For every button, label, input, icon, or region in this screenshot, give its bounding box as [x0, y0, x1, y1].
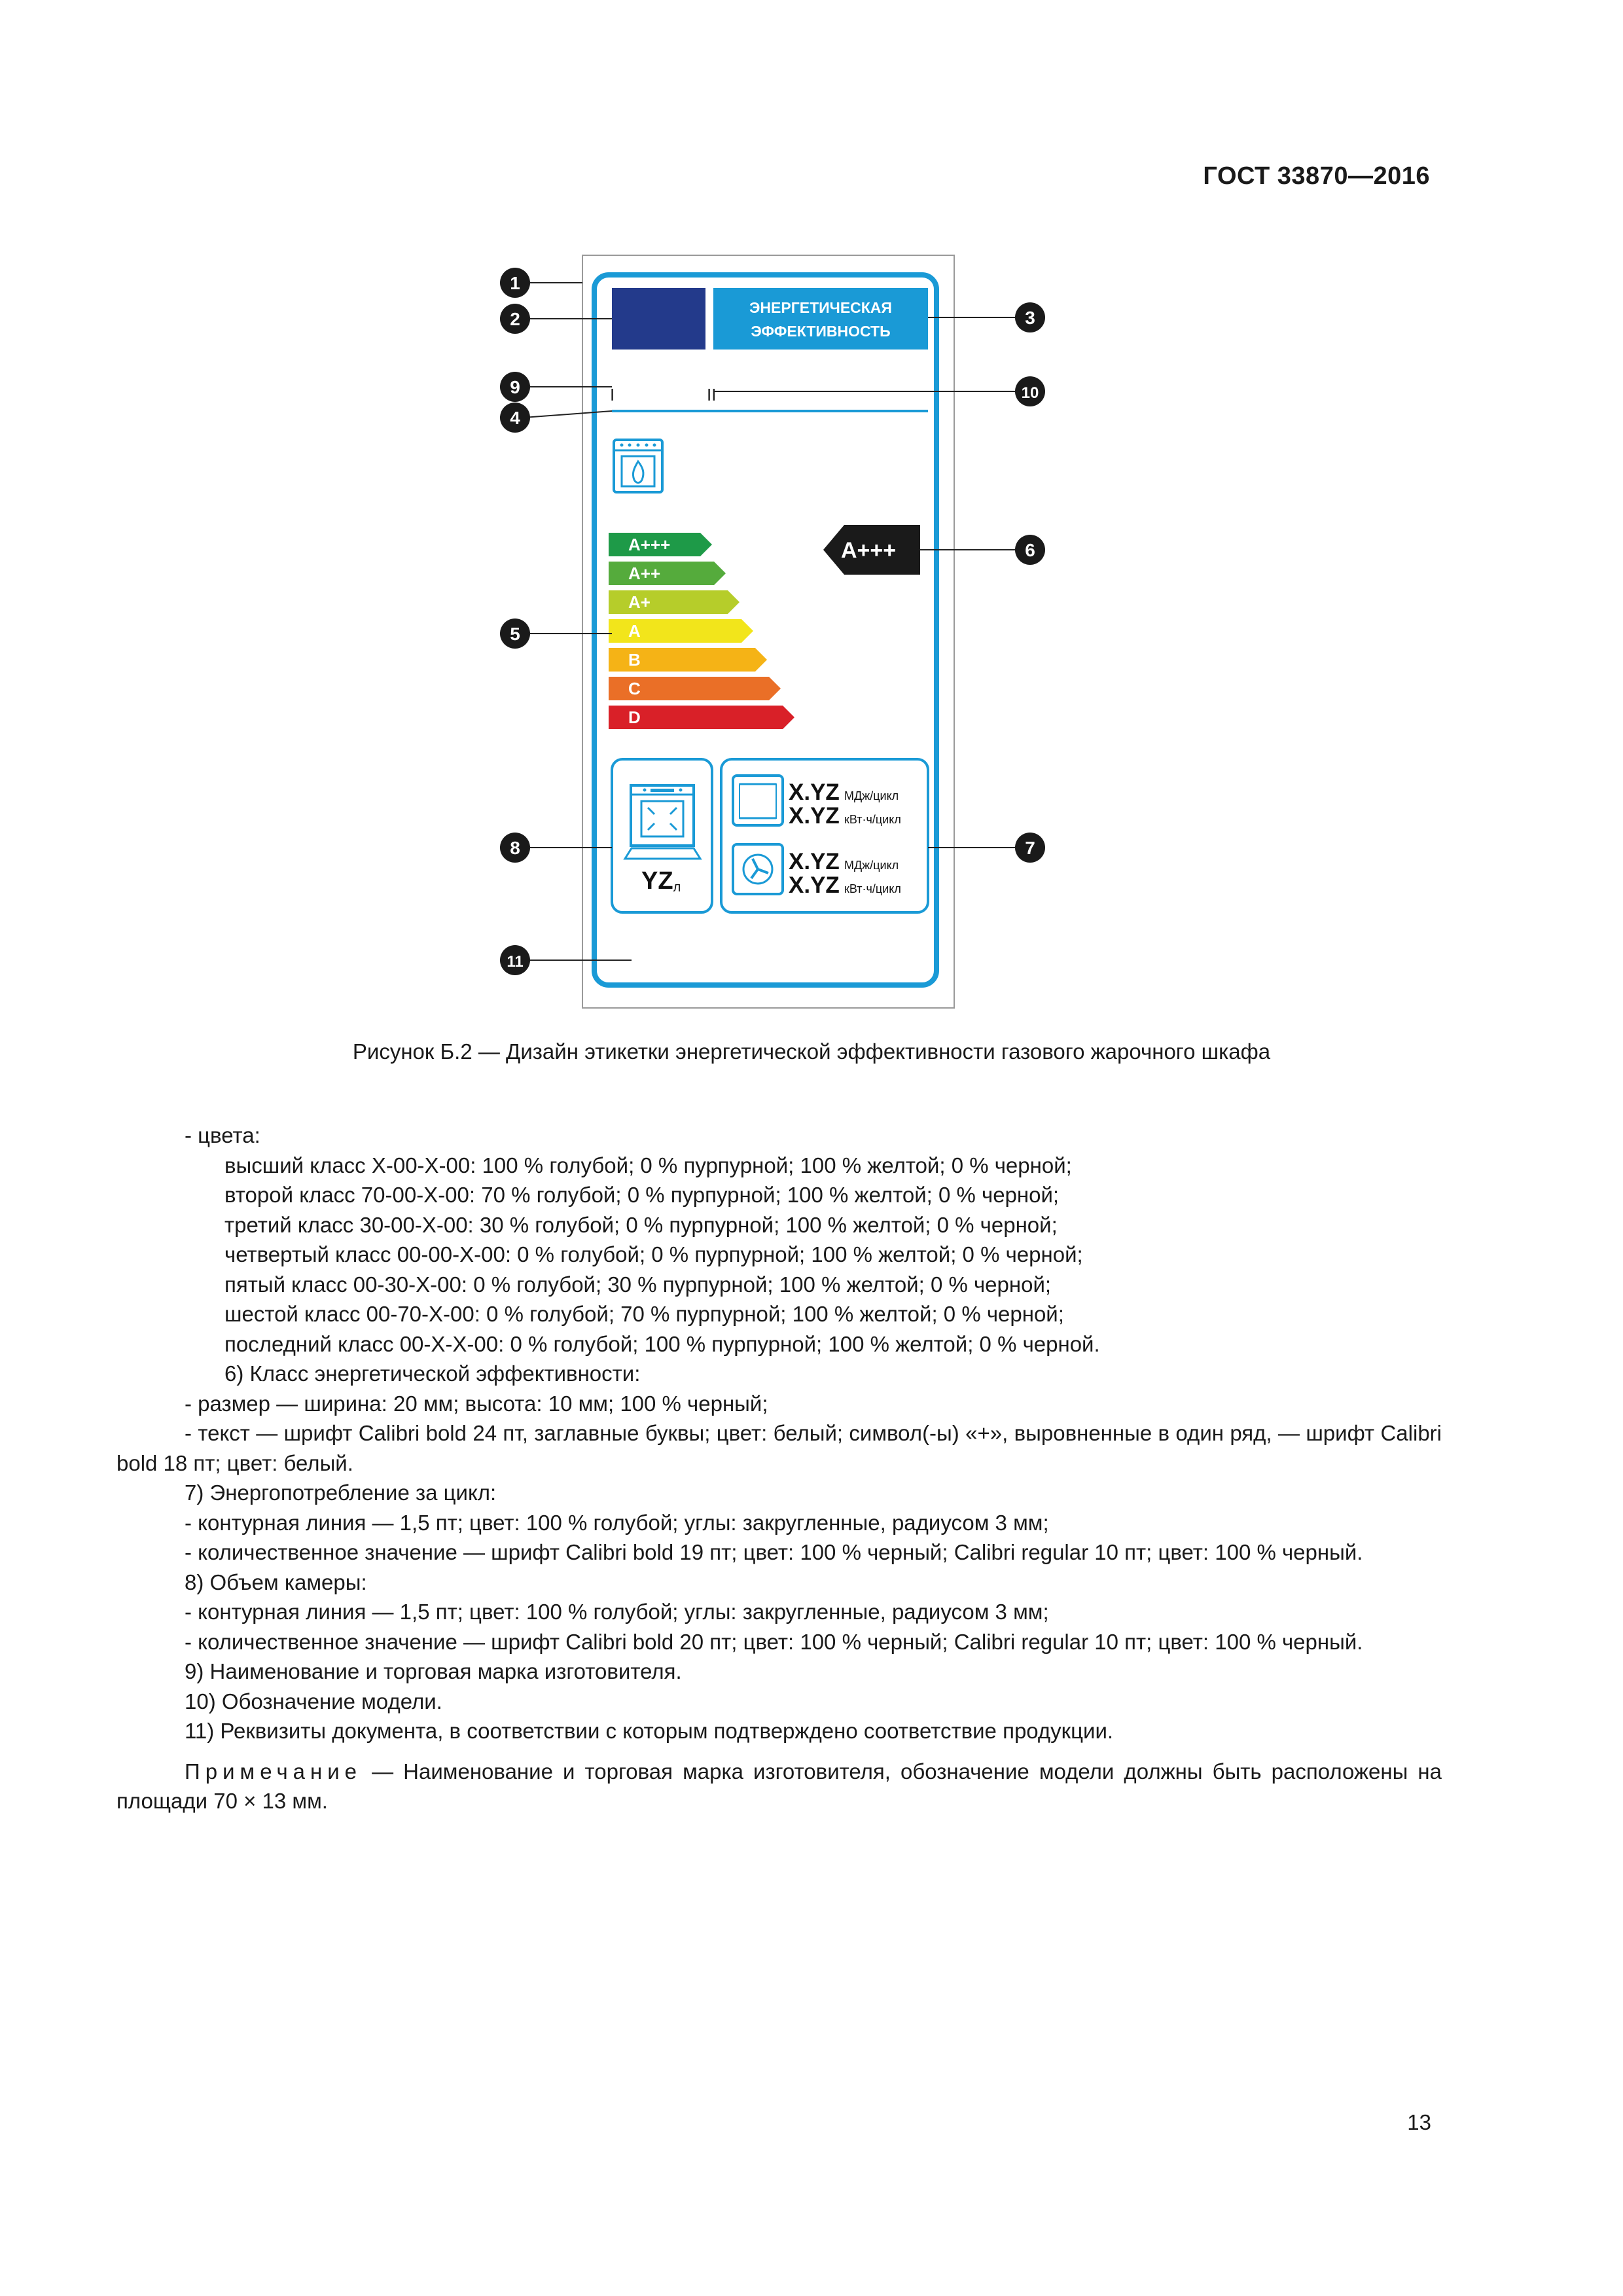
item-7-value: - количественное значение — шрифт Calibri bold 19 пт; цвет: 100 % черный; Calibri regular 10 пт; цвет: 100 % черный. [185, 1540, 1363, 1564]
title-box [713, 288, 928, 350]
color-line: четвертый класс 00-00-X-00: 0 % голубой; 0 % пурпурной; 100 % желтой; 0 % черной; [224, 1242, 1083, 1266]
color-line: шестой класс 00-70-X-00: 0 % голубой; 70 % пурпурной; 100 % желтой; 0 % черной; [224, 1302, 1064, 1326]
callout-number: 7 [1025, 838, 1035, 858]
title-line-2: ЭФФЕКТИВНОСТЬ [751, 323, 891, 340]
document-header: ГОСТ 33870—2016 [1203, 162, 1430, 190]
color-line: второй класс 70-00-X-00: 70 % голубой; 0 % пурпурной; 100 % желтой; 0 % черной; [224, 1183, 1060, 1207]
document-body [116, 1121, 1442, 1816]
callout-number: 9 [510, 377, 520, 397]
callout-number: 5 [510, 624, 520, 644]
conventional-oven-icon [733, 776, 783, 825]
class-bar-label: A+ [628, 592, 651, 612]
gas-oven-icon [614, 440, 662, 492]
item-7-contour: - контурная линия — 1,5 пт; цвет: 100 % голубой; углы: закругленные, радиусом 3 мм; [185, 1510, 1049, 1535]
class-bar-label: B [628, 650, 641, 670]
callout-number: 2 [510, 309, 520, 329]
oven-volume-icon [625, 785, 700, 859]
energy-row-2-unit-2: кВт·ч/цикл [844, 882, 901, 895]
class-indicator [823, 525, 920, 575]
note [116, 1757, 1442, 1816]
callout-number: 11 [507, 953, 524, 971]
item-6-size: - размер — ширина: 20 мм; высота: 10 мм; 100 % черный; [185, 1391, 768, 1416]
energy-row-2-value-1: X.YZ [789, 849, 840, 874]
color-line: третий класс 30-00-X-00: 30 % голубой; 0 % пурпурной; 100 % желтой; 0 % черной; [224, 1212, 1058, 1237]
page-number: 13 [1407, 2110, 1431, 2134]
class-bar-label: A+++ [628, 535, 671, 554]
item-9: 9) Наименование и торговая марка изготовителя. [185, 1659, 682, 1683]
item-6-heading: 6) Класс энергетической эффективности: [224, 1361, 641, 1386]
callout-number: 6 [1025, 540, 1035, 560]
callout-number: 10 [1021, 384, 1039, 402]
callout-number: 3 [1025, 308, 1035, 328]
energy-row-1-unit-1: МДж/цикл [844, 789, 899, 802]
callout-leader-lines [524, 283, 1021, 960]
color-line: последний класс 00-X-X-00: 0 % голубой; 100 % пурпурной; 100 % желтой; 0 % черной. [224, 1331, 1100, 1356]
color-line: пятый класс 00-30-X-00: 0 % голубой; 30 % пурпурной; 100 % желтой; 0 % черной; [224, 1272, 1052, 1297]
energy-class-scale [609, 533, 794, 729]
note-label: Примечание [185, 1759, 363, 1784]
item-7-heading: 7) Энергопотребление за цикл: [185, 1480, 497, 1505]
energy-row-1-unit-2: кВт·ч/цикл [844, 813, 901, 826]
marker-10-text: II [707, 385, 717, 404]
item-8-heading: 8) Объем камеры: [185, 1570, 367, 1594]
callout-number: 1 [510, 273, 520, 293]
energy-row-1-value-2: X.YZ [789, 803, 840, 829]
item-6-text: - текст — шрифт Calibri bold 24 пт, заглавные буквы; цвет: белый; символ(-ы) «+», выровненные в один ряд, — шрифт Calibri bold 18 пт; цвет: белый. [116, 1421, 1442, 1475]
energy-row-2-unit-1: МДж/цикл [844, 859, 899, 872]
item-8-value: - количественное значение — шрифт Calibri bold 20 пт; цвет: 100 % черный; Calibri regular 10 пт; цвет: 100 % черный. [185, 1629, 1363, 1654]
callout-number: 4 [510, 408, 520, 428]
class-bar-label: D [628, 708, 641, 727]
fan-oven-icon [733, 844, 783, 894]
note-text: — Наименование и торговая марка изготовителя, обозначение модели должны быть расположены на площади 70 × 13 мм. [116, 1759, 1442, 1813]
energy-label-figure [0, 0, 1623, 1021]
figure-caption: Рисунок Б.2 — Дизайн этикетки энергетической эффективности газового жарочного шкафа [352, 1039, 1271, 1064]
class-bar-label: C [628, 679, 641, 698]
logo-block [612, 288, 705, 350]
volume-value: YZл [641, 867, 681, 895]
color-line: высший класс X-00-X-00: 100 % голубой; 0 % пурпурной; 100 % желтой; 0 % черной; [224, 1153, 1072, 1177]
marker-9-text: I [610, 385, 615, 404]
class-bar [609, 562, 726, 585]
class-bar-label: A++ [628, 564, 661, 583]
energy-row-1-value-1: X.YZ [789, 780, 840, 805]
colors-heading: - цвета: [185, 1123, 260, 1147]
callout-number: 8 [510, 838, 520, 858]
item-11: 11) Реквизиты документа, в соответствии с которым подтверждено соответствие продукции. [185, 1719, 1114, 1743]
title-line-1: ЭНЕРГЕТИЧЕСКАЯ [749, 299, 892, 316]
energy-row-2-value-2: X.YZ [789, 872, 840, 898]
class-indicator-text: A+++ [841, 538, 897, 563]
item-10: 10) Обозначение модели. [185, 1689, 442, 1713]
class-bar-label: A [628, 621, 641, 641]
item-8-contour: - контурная линия — 1,5 пт; цвет: 100 % голубой; углы: закругленные, радиусом 3 мм; [185, 1600, 1049, 1624]
